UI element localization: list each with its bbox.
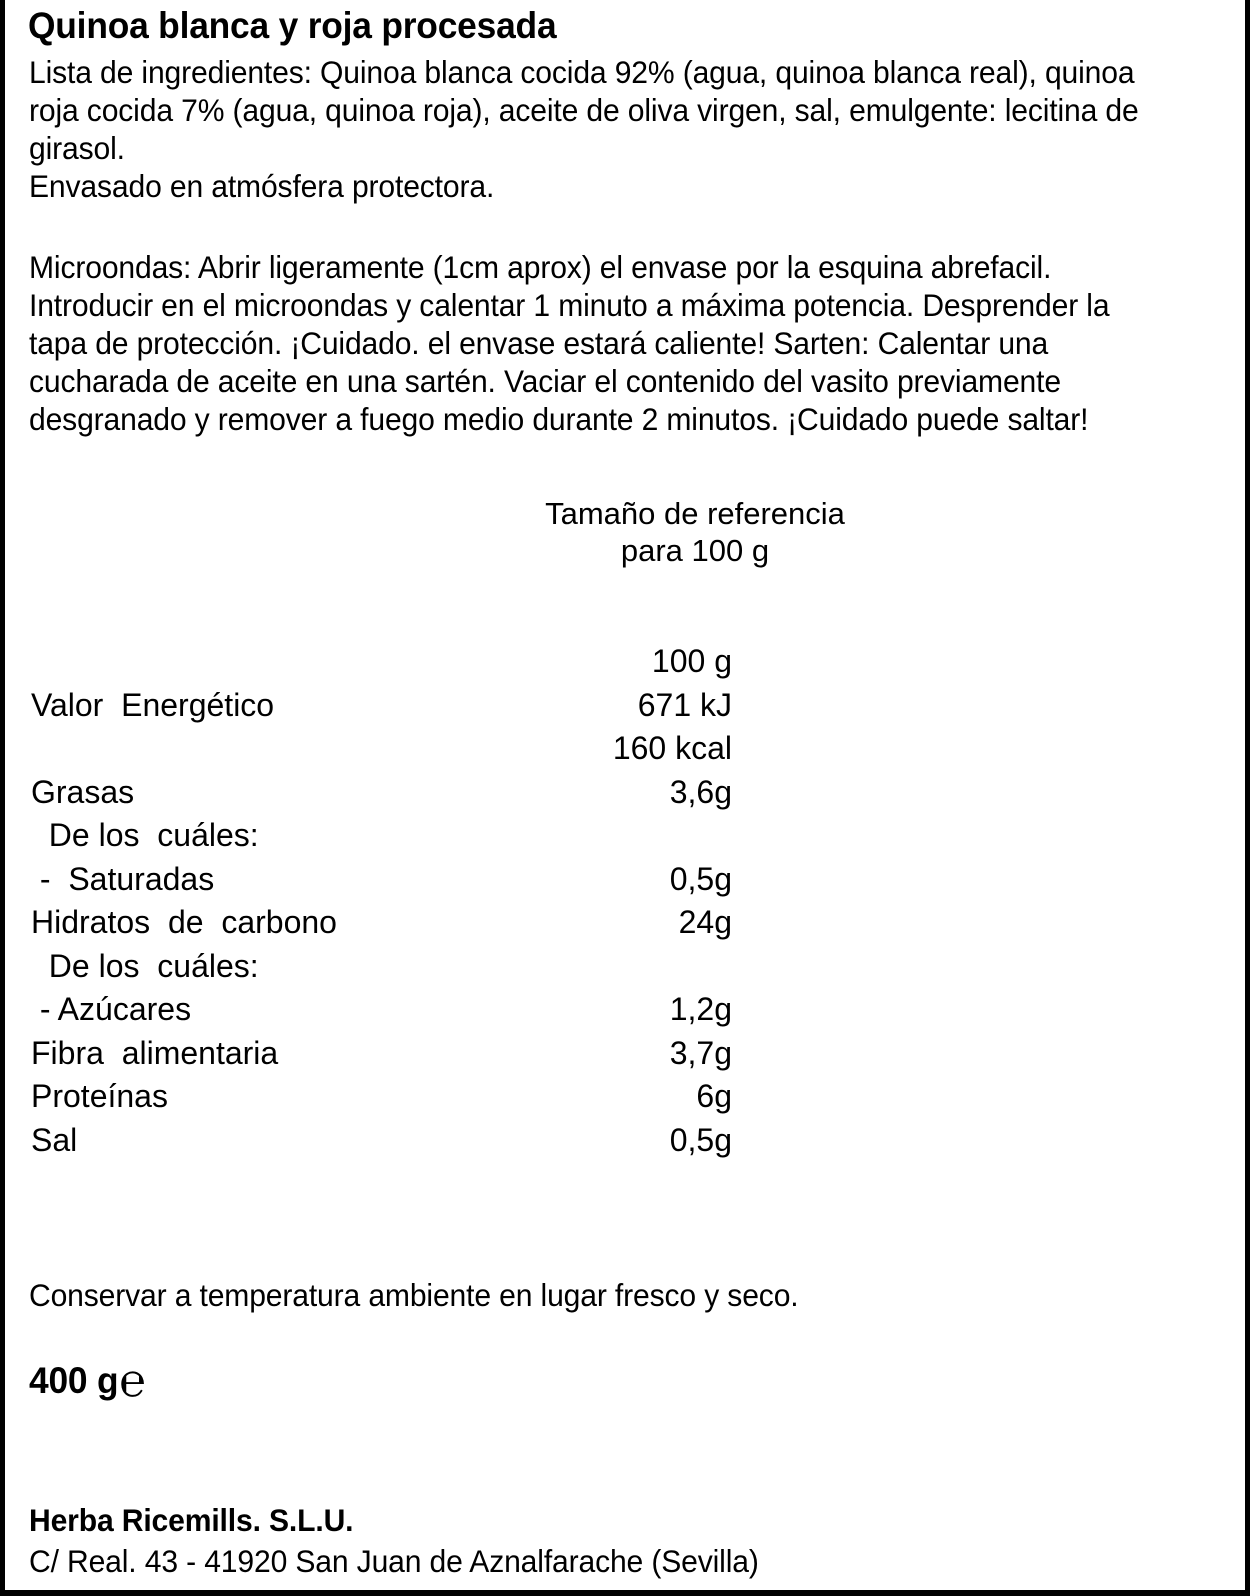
nutrition-row	[5, 1075, 765, 1119]
packaging-note-text: Envasado en atmósfera protectora.	[29, 168, 495, 204]
nutrition-row	[5, 901, 765, 945]
nutrition-row-value: 100 g	[651, 643, 732, 679]
nutrition-row	[5, 945, 765, 989]
net-weight	[29, 1354, 146, 1406]
nutrition-row-value: 6g	[696, 1078, 732, 1114]
nutrition-row-value: 671 kJ	[637, 686, 732, 723]
nutrition-row-label: Grasas	[31, 773, 135, 810]
net-weight-value: 400 g	[29, 1360, 119, 1401]
nutrition-row	[5, 684, 765, 728]
nutrition-row-value: 3,6g	[669, 773, 732, 810]
ingredients-list-text: Lista de ingredientes: Quinoa blanca cocida 92% (agua, quinoa blanca real), quinoa roja cocida 7% (agua, quinoa roja), aceite de oliva virgen, sal, emulgente: lecitina de girasol.	[29, 54, 1139, 166]
manufacturer-address: C/ Real. 43 - 41920 San Juan de Aznalfarache (Sevilla)	[29, 1543, 759, 1579]
nutrition-table	[5, 640, 765, 1162]
nutrition-row	[5, 814, 765, 858]
nutrition-row	[5, 988, 765, 1032]
reference-size-line2: para 100 g	[620, 533, 770, 568]
nutrition-row-label: Fibra alimentaria	[31, 1034, 279, 1071]
nutrition-reference-header	[435, 495, 955, 569]
page-title: Quinoa blanca y roja procesada	[28, 5, 557, 46]
nutrition-row	[5, 727, 765, 771]
storage-instructions: Conservar a temperatura ambiente en lugar fresco y seco.	[29, 1277, 799, 1313]
estimated-sign-icon: ℮	[119, 1354, 146, 1406]
nutrition-row	[5, 858, 765, 902]
nutrition-row	[5, 640, 765, 684]
nutrition-row-value: 0,5g	[669, 1121, 732, 1158]
nutrition-row-label: De los cuáles:	[31, 947, 259, 984]
nutrition-row-label: De los cuáles:	[31, 817, 259, 853]
nutrition-row-value: 0,5g	[669, 860, 732, 897]
nutrition-row-label: Valor Energético	[31, 686, 275, 723]
nutrition-row-label: - Azúcares	[31, 991, 192, 1027]
nutrition-row-value: 160 kcal	[612, 730, 732, 766]
reference-size-line1: Tamaño de referencia	[545, 496, 845, 531]
nutrition-row-label: - Saturadas	[31, 860, 215, 897]
nutrition-row-label: Sal	[31, 1121, 78, 1158]
nutrition-row	[5, 1032, 765, 1076]
nutrition-row-label: Proteínas	[31, 1078, 168, 1114]
nutrition-row	[5, 1119, 765, 1163]
ingredients-block	[29, 53, 1161, 205]
nutrition-row-label: Hidratos de carbono	[31, 904, 337, 940]
nutrition-row-value: 1,2g	[669, 991, 732, 1027]
nutrition-row	[5, 771, 765, 815]
nutrition-row-value: 3,7g	[669, 1034, 732, 1071]
preparation-instructions: Microondas: Abrir ligeramente (1cm aprox) el envase por la esquina abrefacil. Introducir en el microondas y calentar 1 minuto a máxima potencia. Desprender la tapa de protección. ¡Cuidado. el envase estará caliente! Sarten: Calentar una cucharada de aceite en una sartén. Vaciar el contenido del vasito previamente desgranado y remover a fuego medio durante 2 minutos. ¡Cuidado puede saltar!	[29, 249, 1110, 437]
manufacturer-block	[29, 1500, 759, 1582]
nutrition-row-value: 24g	[678, 904, 732, 940]
manufacturer-name: Herba Ricemills. S.L.U.	[29, 1502, 354, 1538]
